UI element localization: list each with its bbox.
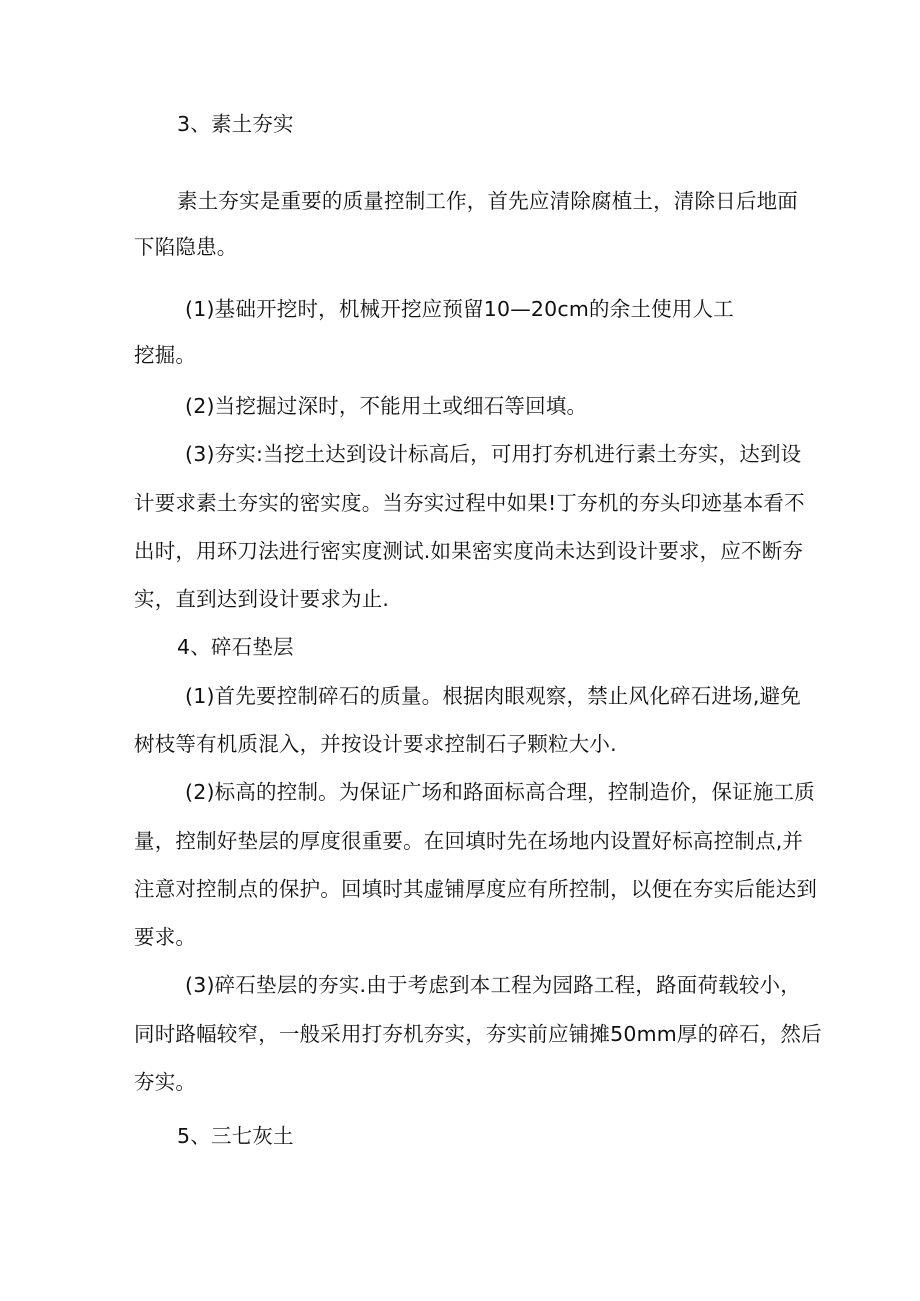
paragraph-line: (3)碎石垫层的夯实.由于考虑到本工程为园路工程，路面荷载较小， — [185, 973, 801, 997]
paragraph-line: 量，控制好垫层的厚度很重要。在回填时先在场地内设置好标高控制点,并 — [134, 829, 804, 853]
paragraph-line: (2)标高的控制。为保证广场和路面标高合理，控制造价，保证施工质 — [185, 780, 815, 804]
section-heading-4: 4、碎石垫层 — [177, 635, 294, 659]
paragraph-line: 计要求素土夯实的密实度。当夯实过程中如果!丁夯机的夯头印迹基本看不 — [134, 491, 805, 515]
paragraph-line: 树枝等有机质混入，并按设计要求控制石子颗粒大小. — [134, 732, 617, 756]
paragraph-line: 同时路幅较窄，一般采用打夯机夯实，夯实前应铺摊50mm厚的碎石，然后 — [134, 1022, 822, 1046]
paragraph-line: (1)基础开挖时，机械开挖应预留10—20cm的余土使用人工 — [185, 297, 734, 321]
paragraph-line: 要求。 — [134, 925, 197, 949]
paragraph-line: (2)当挖掘过深时，不能用土或细石等回填。 — [185, 394, 588, 418]
paragraph-line: 注意对控制点的保护。回填时其虚铺厚度应有所控制，以便在夯实后能达到 — [134, 877, 818, 901]
paragraph-line: 出时，用环刀法进行密实度测试.如果密实度尚未达到设计要求，应不断夯 — [134, 539, 804, 563]
paragraph-line: (1)首先要控制碎石的质量。根据肉眼观察，禁止风化碎石进场,避免 — [185, 684, 801, 708]
section-heading-3: 3、素土夯实 — [177, 112, 294, 136]
paragraph-line: 素土夯实是重要的质量控制工作，首先应清除腐植土，清除日后地面 — [177, 189, 798, 213]
paragraph-line: 实，直到达到设计要求为止. — [134, 587, 390, 611]
paragraph-line: 夯实。 — [134, 1070, 197, 1094]
paragraph-line: (3)夯实:当挖土达到设计标高后，可用打夯机进行素土夯实，达到设 — [185, 442, 802, 466]
section-heading-5: 5、三七灰土 — [177, 1124, 294, 1148]
paragraph-line: 挖掘。 — [134, 343, 197, 367]
paragraph-line: 下陷隐患。 — [134, 235, 238, 259]
